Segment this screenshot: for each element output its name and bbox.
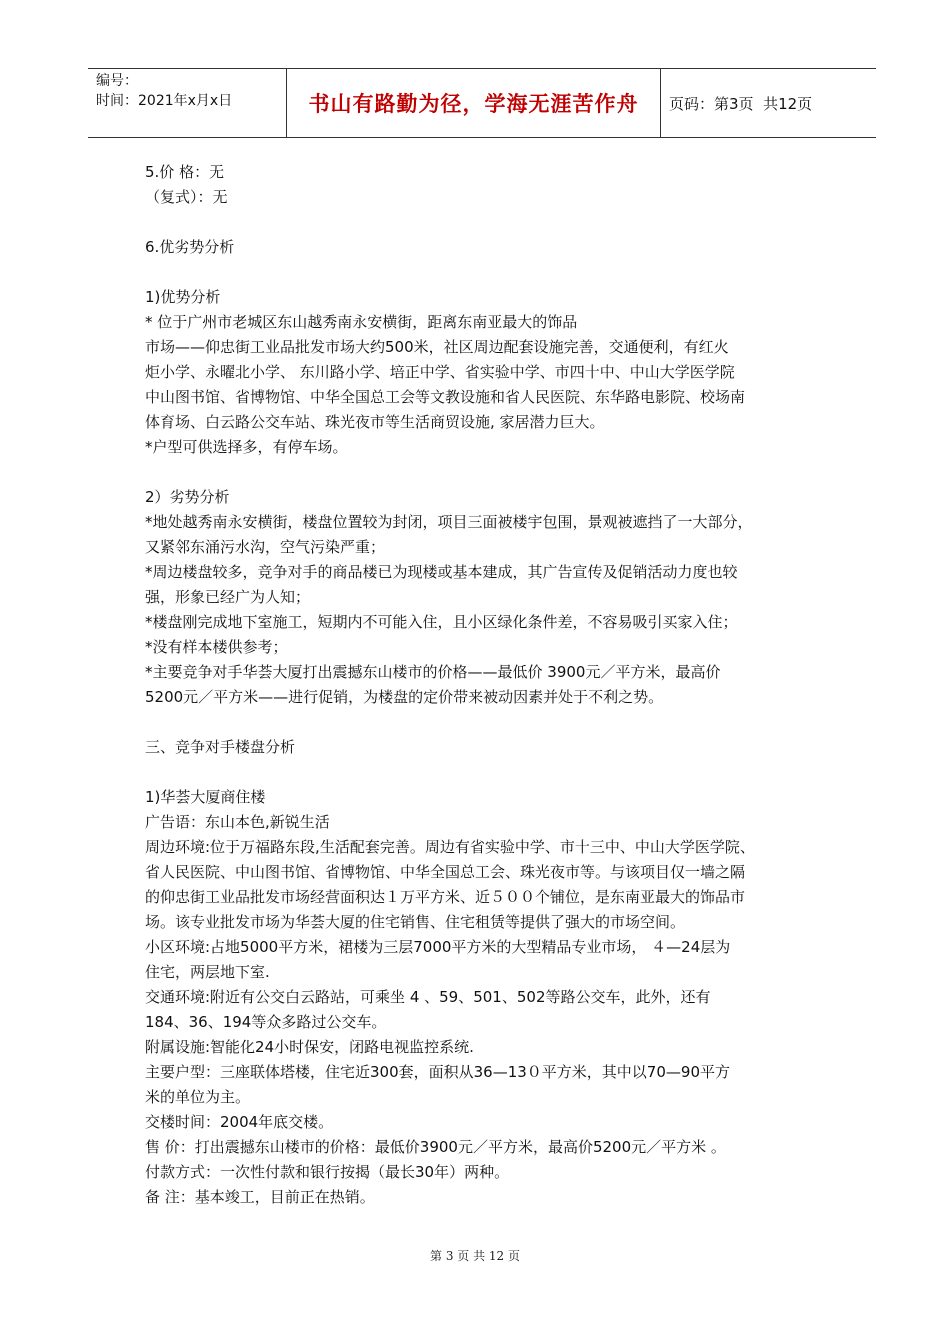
text-line: 备 注：基本竣工，目前正在热销。 xyxy=(145,1188,375,1206)
blank-line xyxy=(145,710,835,735)
text-line: 炬小学、永曜北小学、 东川路小学、培正中学、省实验中学、市四十中、中山大学医学院 xyxy=(145,363,735,381)
text-line: 小区环境:占地5000平方米，裙楼为三层7000平方米的大型精品专业市场， ４—24层为 xyxy=(145,938,731,956)
page-number-label: 页码：第3页 共12页 xyxy=(669,94,813,113)
text-line: 市场——仰忠街工业品批发市场大约500米，社区周边配套设施完善，交通便利，有红火 xyxy=(145,338,729,356)
blank-line xyxy=(145,760,835,785)
text-line: 住宅，两层地下室. xyxy=(145,963,270,981)
page-header xyxy=(88,68,876,138)
blank-line xyxy=(145,460,835,485)
text-line: 省人民医院、中山图书馆、省博物馆、中华全国总工会、珠光夜市等。与该项目仅一墙之隔 xyxy=(145,863,746,881)
text-line: *没有样本楼供参考； xyxy=(145,638,288,656)
header-page-number xyxy=(661,69,876,137)
text-line: 米的单位为主。 xyxy=(145,1088,251,1106)
text-line: *地处越秀南永安横街，楼盘位置较为封闭，项目三面被楼宇包围，景观被遮挡了一大部分， xyxy=(145,513,753,531)
text-line: 5200元／平方米——进行促销，为楼盘的定价带来被动因素并处于不利之势。 xyxy=(145,688,664,706)
text-line: *户型可供选择多，有停车场。 xyxy=(145,438,348,456)
text-line: *楼盘刚完成地下室施工，短期内不可能入住，且小区绿化条件差，不容易吸引买家入住； xyxy=(145,613,738,631)
text-line: 中山图书馆、省博物馆、中华全国总工会等文教设施和省人民医院、东华路电影院、校场南 xyxy=(145,388,746,406)
text-line: 1)华荟大厦商住楼 xyxy=(145,788,266,806)
blank-line xyxy=(145,260,835,285)
header-meta xyxy=(88,69,287,137)
text-line: （复式）：无 xyxy=(145,188,228,206)
text-line: *周边楼盘较多，竞争对手的商品楼已为现楼或基本建成，其广告宣传及促销活动力度也较 xyxy=(145,563,738,581)
header-motto: 书山有路勤为径，学海无涯苦作舟 xyxy=(287,69,661,137)
text-line: 强，形象已经广为人知； xyxy=(145,588,311,606)
document-number-label: 编号： xyxy=(96,73,138,89)
document-date: 时间：2021年x月x日 xyxy=(96,93,233,109)
text-line: 三、竞争对手楼盘分析 xyxy=(145,738,296,756)
text-line: 交楼时间：2004年底交楼。 xyxy=(145,1113,334,1131)
text-line: *主要竞争对手华荟大厦打出震撼东山楼市的价格——最低价 3900元／平方米，最高价 xyxy=(145,663,721,681)
document-body xyxy=(145,160,835,1210)
text-line: 交通环境:附近有公交白云路站，可乘坐 4 、59、501、502等路公交车，此外，还有 xyxy=(145,988,711,1006)
text-line: 附属设施:智能化24小时保安，闭路电视监控系统. xyxy=(145,1038,474,1056)
page-footer: 第 3 页 共 12 页 xyxy=(430,1249,520,1263)
text-line: 主要户型：三座联体塔楼，住宅近300套，面积从36—13０平方米，其中以70—90平方 xyxy=(145,1063,730,1081)
text-line: 又紧邻东涌污水沟，空气污染严重； xyxy=(145,538,386,556)
text-line: 的仰忠街工业品批发市场经营面积达１万平方米、近５００个铺位，是东南亚最大的饰品市 xyxy=(145,888,746,906)
text-line: 2）劣势分析 xyxy=(145,488,230,506)
blank-line xyxy=(145,210,835,235)
text-line: 场。该专业批发市场为华荟大厦的住宅销售、住宅租赁等提供了强大的市场空间。 xyxy=(145,913,686,931)
text-line: 体育场、白云路公交车站、珠光夜市等生活商贸设施, 家居潜力巨大。 xyxy=(145,413,605,431)
text-line: * 位于广州市老城区东山越秀南永安横街，距离东南亚最大的饰品 xyxy=(145,313,578,331)
text-line: 6.优劣势分析 xyxy=(145,238,235,256)
text-line: 184、36、194等众多路过公交车。 xyxy=(145,1013,387,1031)
text-line: 1)优势分析 xyxy=(145,288,221,306)
text-line: 售 价：打出震撼东山楼市的价格：最低价3900元／平方米，最高价5200元／平方米 。 xyxy=(145,1138,726,1156)
text-line: 付款方式：一次性付款和银行按揭（最长30年）两种。 xyxy=(145,1163,510,1181)
text-line: 周边环境:位于万福路东段,生活配套完善。周边有省实验中学、市十三中、中山大学医学院、 xyxy=(145,838,755,856)
text-line: 广告语：东山本色,新锐生活 xyxy=(145,813,330,831)
text-line: 5.价 格：无 xyxy=(145,163,225,181)
